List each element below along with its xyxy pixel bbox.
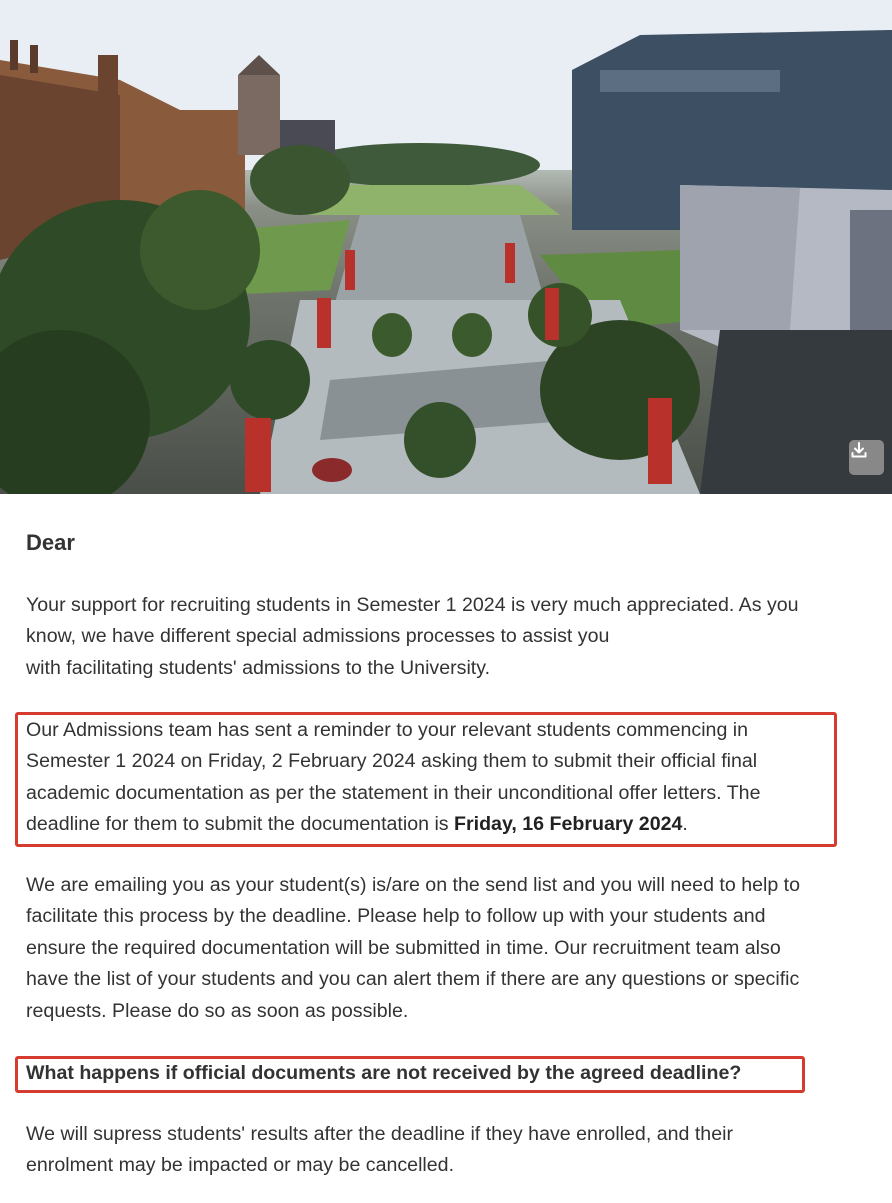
paragraph-line: facilitate this process by the deadline. Please help to follow up with your students and xyxy=(26,905,766,928)
email-greeting: Dear xyxy=(26,530,75,555)
paragraph-appreciation xyxy=(26,590,866,684)
paragraph-line: Our Admissions team has sent a reminder to your relevant students commencing in xyxy=(26,719,749,741)
campus-illustration xyxy=(0,0,892,494)
deadline-period: . xyxy=(682,813,688,836)
section-heading: What happens if official documents are not received by the agreed deadline? xyxy=(26,1062,742,1084)
paragraph-line: know, we have different special admissions processes to assist you xyxy=(26,625,610,648)
paragraph-reminder xyxy=(26,715,846,841)
paragraph-line: ensure the required documentation will be submitted in time. Our recruitment team also xyxy=(26,936,781,959)
deadline-date: Friday, 16 February 2024 xyxy=(454,813,683,836)
paragraph-line xyxy=(26,809,846,840)
paragraph-consequence xyxy=(26,1119,866,1182)
paragraph-line: Semester 1 2024 on Friday, 2 February 2024 asking them to submit their official final xyxy=(26,750,758,773)
paragraph-line: We are emailing you as your student(s) is/are on the send list and you will need to help to xyxy=(26,874,801,896)
paragraph-line: academic documentation as per the statement in their unconditional offer letters. The xyxy=(26,781,761,804)
paragraph-line: We will supress students' results after the deadline if they have enrolled, and their xyxy=(26,1123,733,1145)
download-icon xyxy=(849,440,869,460)
deadline-intro: deadline for them to submit the documentation is xyxy=(26,813,455,836)
paragraph-line: requests. Please do so as soon as possible. xyxy=(26,999,409,1022)
paragraph-request xyxy=(26,870,866,1027)
paragraph-line: enrolment may be impacted or may be cancelled. xyxy=(26,1154,455,1177)
paragraph-line: Your support for recruiting students in Semester 1 2024 is very much appreciated. As you xyxy=(26,594,799,616)
campus-photo xyxy=(0,0,892,494)
paragraph-line: have the list of your students and you can alert them if there are any questions or specific xyxy=(26,968,800,991)
download-button[interactable] xyxy=(849,440,884,475)
paragraph-line: with facilitating students' admissions to the University. xyxy=(26,656,491,679)
